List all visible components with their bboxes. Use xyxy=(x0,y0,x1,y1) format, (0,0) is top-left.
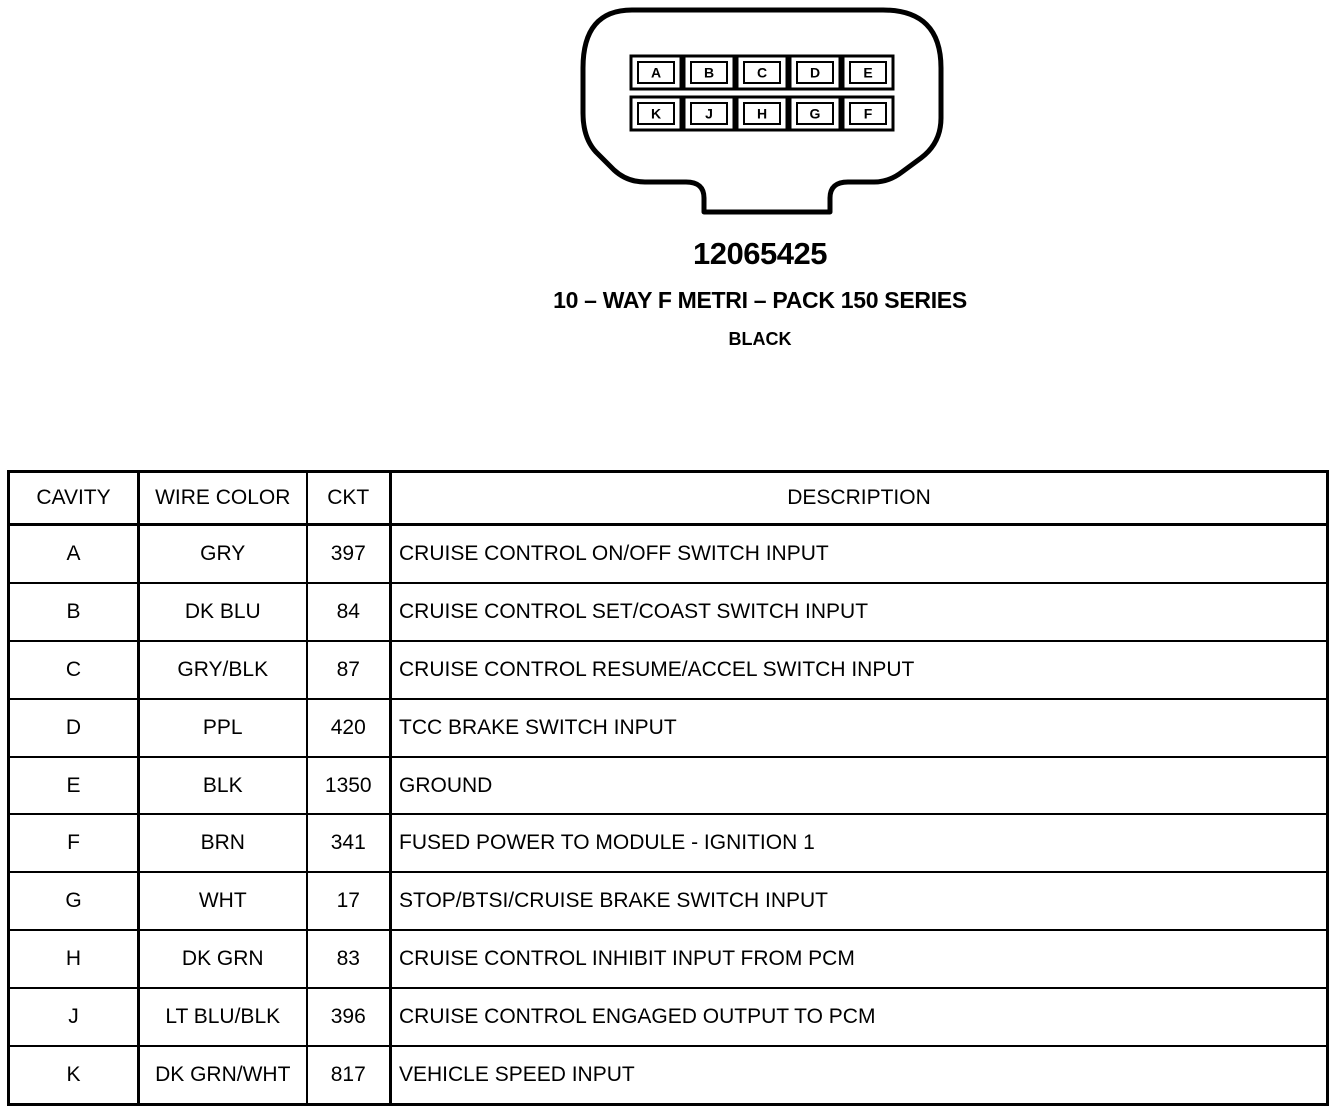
pin-label-b: B xyxy=(703,64,715,81)
pin-label-j: J xyxy=(705,105,713,122)
cell-ckt: 396 xyxy=(307,988,391,1046)
cell-cavity: D xyxy=(9,699,139,757)
cell-ckt: 420 xyxy=(307,699,391,757)
header-wire-color: WIRE COLOR xyxy=(139,472,307,525)
cell-wire-color: DK GRN xyxy=(139,930,307,988)
table-row xyxy=(9,525,1328,583)
cell-ckt: 17 xyxy=(307,872,391,930)
cell-description: CRUISE CONTROL SET/COAST SWITCH INPUT xyxy=(391,583,1328,641)
cell-description: GROUND xyxy=(391,757,1328,815)
cell-ckt: 341 xyxy=(307,814,391,872)
cell-ckt: 817 xyxy=(307,1046,391,1104)
cell-ckt: 87 xyxy=(307,641,391,699)
pin-grid xyxy=(631,56,893,130)
cell-ckt: 397 xyxy=(307,525,391,583)
pin-label-g: G xyxy=(809,105,821,122)
table-row xyxy=(9,930,1328,988)
cell-cavity: H xyxy=(9,930,139,988)
pin-label-c: C xyxy=(756,64,768,81)
cell-wire-color: GRY xyxy=(139,525,307,583)
cell-cavity: E xyxy=(9,757,139,815)
table-row xyxy=(9,699,1328,757)
pin-label-h: H xyxy=(756,105,768,122)
table-row xyxy=(9,1046,1328,1104)
cell-cavity: G xyxy=(9,872,139,930)
cell-description: FUSED POWER TO MODULE - IGNITION 1 xyxy=(391,814,1328,872)
cell-cavity: B xyxy=(9,583,139,641)
cell-description: CRUISE CONTROL INHIBIT INPUT FROM PCM xyxy=(391,930,1328,988)
connector-part-number: 12065425 xyxy=(693,236,827,271)
pin-label-e: E xyxy=(863,64,873,81)
table-row xyxy=(9,814,1328,872)
cell-description: CRUISE CONTROL RESUME/ACCEL SWITCH INPUT xyxy=(391,641,1328,699)
pin-label-k: K xyxy=(650,105,662,122)
table-row xyxy=(9,757,1328,815)
pin-label-a: A xyxy=(650,64,662,81)
cell-description: TCC BRAKE SWITCH INPUT xyxy=(391,699,1328,757)
header-description: DESCRIPTION xyxy=(391,472,1328,525)
header-ckt: CKT xyxy=(307,472,391,525)
cell-description: CRUISE CONTROL ON/OFF SWITCH INPUT xyxy=(391,525,1328,583)
cell-cavity: K xyxy=(9,1046,139,1104)
cell-cavity: J xyxy=(9,988,139,1046)
pin-label-d: D xyxy=(809,64,821,81)
cell-wire-color: GRY/BLK xyxy=(139,641,307,699)
table-row xyxy=(9,872,1328,930)
cell-wire-color: DK BLU xyxy=(139,583,307,641)
cell-description: STOP/BTSI/CRUISE BRAKE SWITCH INPUT xyxy=(391,872,1328,930)
cell-cavity: C xyxy=(9,641,139,699)
cell-wire-color: DK GRN/WHT xyxy=(139,1046,307,1104)
table-body xyxy=(9,525,1328,1105)
table-row xyxy=(9,641,1328,699)
table-row xyxy=(9,988,1328,1046)
pinout-table xyxy=(7,470,1329,1106)
pin-label-f: F xyxy=(863,105,873,122)
cell-description: VEHICLE SPEED INPUT xyxy=(391,1046,1328,1104)
cell-wire-color: LT BLU/BLK xyxy=(139,988,307,1046)
cell-wire-color: BRN xyxy=(139,814,307,872)
header-cavity: CAVITY xyxy=(9,472,139,525)
cell-ckt: 84 xyxy=(307,583,391,641)
cell-cavity: F xyxy=(9,814,139,872)
table-header-row xyxy=(9,472,1328,525)
connector-face-diagram xyxy=(0,0,1344,230)
cell-wire-color: WHT xyxy=(139,872,307,930)
table-row xyxy=(9,583,1328,641)
cell-wire-color: PPL xyxy=(139,699,307,757)
cell-cavity: A xyxy=(9,525,139,583)
cell-ckt: 1350 xyxy=(307,757,391,815)
cell-wire-color: BLK xyxy=(139,757,307,815)
cell-ckt: 83 xyxy=(307,930,391,988)
connector-type-label: 10 – WAY F METRI – PACK 150 SERIES xyxy=(553,287,967,313)
connector-color-label: BLACK xyxy=(728,329,792,349)
cell-description: CRUISE CONTROL ENGAGED OUTPUT TO PCM xyxy=(391,988,1328,1046)
